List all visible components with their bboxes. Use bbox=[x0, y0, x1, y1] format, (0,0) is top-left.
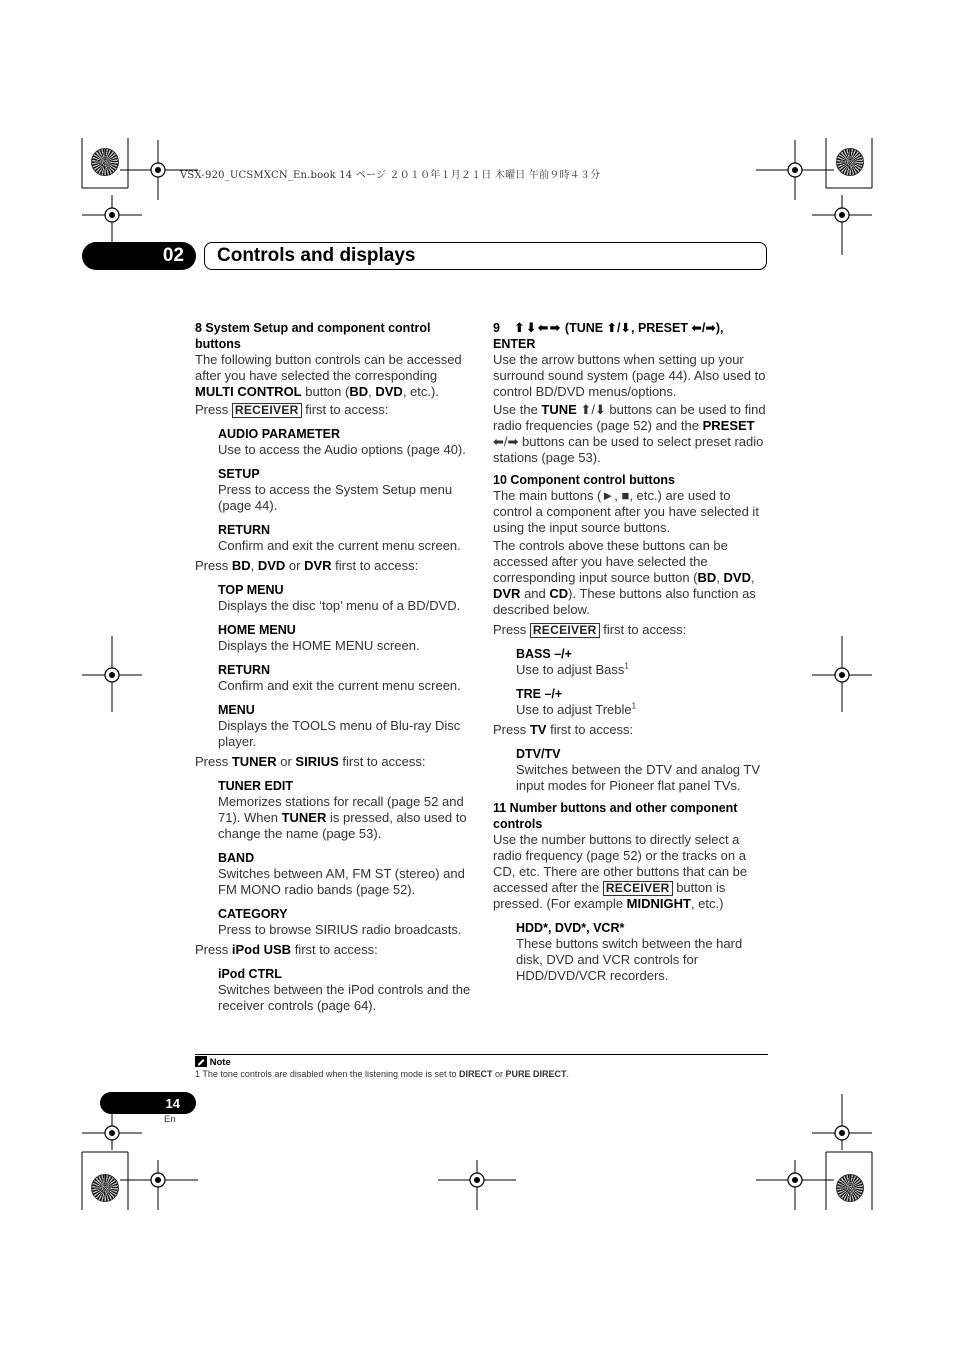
band-title: BAND bbox=[218, 851, 255, 865]
receiver-key-label: RECEIVER bbox=[530, 623, 600, 638]
press-receiver-line: Press RECEIVER first to access: bbox=[195, 402, 389, 417]
section-10-para-2: The controls above these buttons can be accessed after you have selected the corresponding input source button (BD, DVD, DVR and CD). These buttons also function as described below. bbox=[493, 538, 756, 617]
section-9-heading: 9 ⬆⬇⬅➡ (TUNE ⬆/⬇, PRESET ⬅/➡), bbox=[493, 320, 724, 335]
section-10-heading: 10 Component control buttons bbox=[493, 473, 675, 487]
bass-desc: Use to adjust Bass$^1$ bbox=[516, 661, 629, 677]
menu-desc: Displays the TOOLS menu of Blu-ray Disc player. bbox=[218, 718, 461, 749]
dtv-tv-title: DTV/TV bbox=[516, 747, 561, 761]
return-title: RETURN bbox=[218, 523, 271, 537]
chapter-number-tab: 02 bbox=[82, 242, 196, 270]
section-11-para: Use the number buttons to directly select a radio frequency (page 52) or the tracks on a CD, etc. There are other buttons that can be accessed after the RECEIVER button is pressed. (For example MIDNIGHT, etc.) bbox=[493, 832, 748, 911]
ipod-ctrl-desc: Switches between the iPod controls and the receiver controls (page 64). bbox=[218, 982, 471, 1013]
section-10-para-1: The main buttons (►, ■, etc.) are used to control a component after you have selected it using the input source buttons. bbox=[493, 488, 759, 535]
treble-title: TRE –/+ bbox=[516, 687, 563, 701]
press-tv-line: Press TV first to access: bbox=[493, 722, 634, 737]
audio-parameter-desc: Use to access the Audio options (page 40). bbox=[218, 442, 466, 457]
bass-title: BASS –/+ bbox=[516, 647, 572, 661]
menu-title: MENU bbox=[218, 703, 255, 717]
left-column bbox=[195, 320, 473, 1014]
note-label: Note bbox=[195, 1056, 231, 1068]
press-bd-dvd-dvr-line: Press BD, DVD or DVR first to access: bbox=[195, 558, 419, 573]
page-number: 14 bbox=[100, 1092, 196, 1114]
section-8-heading: 8 System Setup and component control buttons bbox=[195, 321, 431, 351]
section-9-enter: ENTER bbox=[493, 337, 536, 351]
return-desc: Confirm and exit the current menu screen. bbox=[218, 538, 461, 553]
home-menu-desc: Displays the HOME MENU screen. bbox=[218, 638, 420, 653]
audio-parameter-title: AUDIO PARAMETER bbox=[218, 427, 340, 441]
treble-desc: Use to adjust Treble$^1$ bbox=[516, 701, 637, 717]
hdd-dvd-vcr-desc: These buttons switch between the hard disk, DVD and VCR controls for HDD/DVD/VCR recorders. bbox=[516, 936, 743, 983]
home-menu-title: HOME MENU bbox=[218, 623, 296, 637]
press-tuner-sirius-line: Press TUNER or SIRIUS first to access: bbox=[195, 754, 426, 769]
category-desc: Press to browse SIRIUS radio broadcasts. bbox=[218, 922, 462, 937]
return-desc: Confirm and exit the current menu screen. bbox=[218, 678, 461, 693]
press-ipod-usb-line: Press iPod USB first to access: bbox=[195, 942, 378, 957]
band-desc: Switches between AM, FM ST (stereo) and FM MONO radio bands (page 52). bbox=[218, 866, 465, 897]
top-menu-title: TOP MENU bbox=[218, 583, 284, 597]
tuner-edit-title: TUNER EDIT bbox=[218, 779, 293, 793]
tuner-edit-desc: Memorizes stations for recall (page 52 and 71). When TUNER is pressed, also used to change the name (page 53). bbox=[218, 794, 467, 841]
category-title: CATEGORY bbox=[218, 907, 288, 921]
footnote-rule bbox=[195, 1054, 768, 1055]
print-header: VSX-920_UCSMXCN_En.book 14 ページ ２０１０年１月２１日 木曜日 午前９時４３分 bbox=[180, 170, 601, 181]
setup-desc: Press to access the System Setup menu (page 44). bbox=[218, 482, 453, 513]
page-language: En bbox=[164, 1114, 176, 1125]
top-menu-desc: Displays the disc ‘top’ menu of a BD/DVD. bbox=[218, 598, 461, 613]
hdd-dvd-vcr-title: HDD*, DVD*, VCR* bbox=[516, 921, 625, 935]
return-title: RETURN bbox=[218, 663, 271, 677]
ipod-ctrl-title: iPod CTRL bbox=[218, 967, 282, 981]
note-pencil-icon bbox=[195, 1056, 207, 1067]
press-receiver-line: Press RECEIVER first to access: bbox=[493, 622, 687, 637]
section-9-para-2: Use the TUNE ⬆/⬇ buttons can be used to find radio frequencies (page 52) and the PRESET ⬅/➡ buttons can be used to select preset radio stations (page 53). bbox=[493, 402, 766, 465]
arrow-buttons-icon: ⬆⬇⬅➡ bbox=[513, 320, 562, 335]
receiver-key-label: RECEIVER bbox=[603, 881, 673, 896]
section-11-heading: 11 Number buttons and other component controls bbox=[493, 801, 738, 831]
receiver-key-label: RECEIVER bbox=[232, 403, 302, 418]
section-9-para-1: Use the arrow buttons when setting up your surround sound system (page 44). Also used to control BD/DVD menus/options. bbox=[493, 352, 766, 399]
chapter-title: Controls and displays bbox=[204, 242, 767, 270]
right-column bbox=[493, 320, 771, 984]
section-8-intro: The following button controls can be accessed after you have selected the corresponding MULTI CONTROL button (BD, DVD, etc.). bbox=[195, 352, 462, 399]
setup-title: SETUP bbox=[218, 467, 260, 481]
footnote-1: 1 The tone controls are disabled when the listening mode is set to DIRECT or PURE DIRECT. bbox=[195, 1069, 570, 1079]
dtv-tv-desc: Switches between the DTV and analog TV input modes for Pioneer flat panel TVs. bbox=[516, 762, 761, 793]
